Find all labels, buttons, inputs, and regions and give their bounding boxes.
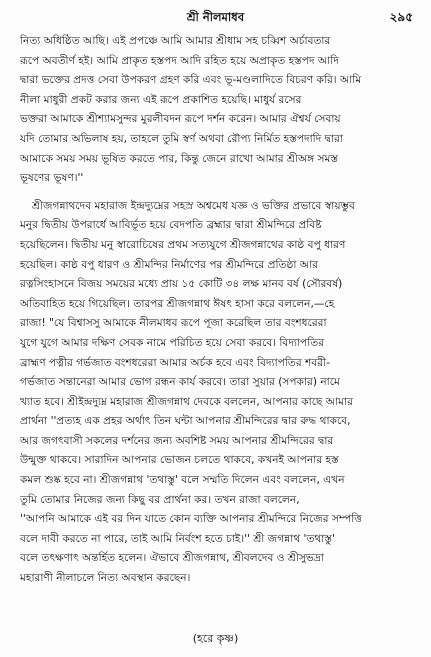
text-line: যুগে যুগে আমার দক্ষিণ সেবক নামে পরিচিত হয়ে সেবা করবে। বিদ্যাপতির (20, 336, 325, 349)
text-line: অতিবাহিত হয়ে গিয়েছিল। তারপর শ্রীজগন্নাথ ঈষৎ হাসা করে বললেন,—হে (20, 297, 335, 310)
text-line: আর জগৎবাসী সকলের দর্শনের জন্য অবশিষ্ট সময় আপনার শ্রীমন্দিরের দ্বার (20, 434, 334, 447)
text-line: রাজা! "যে বিশ্বাসসু আমাকে নীলমাধব রূপে পূজা করেছিল তার বংশধরেরা (20, 317, 327, 330)
text-line: দ্বারা ভক্তের প্রদত্ত সেবা উপকরণ গ্রহণ করি এবং ভূ-মণ্ডলাদিতে বিচরণ করি। আমি (20, 74, 362, 87)
text-line: হয়েছিলেন। দ্বিতীয় মনু স্বারোচিষের প্রথম সত্যযুগে শ্রীজগন্নাথের কাষ্ঠ বপু ধারণ (20, 238, 346, 251)
text-line: মহারাণী নীলাচলে নিত্য অবস্থান করছেন। (20, 572, 191, 585)
text-line: খ্যাত হবে। শ্রীইন্দ্রদ্যুম্ন মহারাজ শ্রীজগন্নাথ দেবকে বললেন, আপনার কাছে আমার (20, 395, 353, 408)
text-line: রত্নসিংহাসনে বিজয় সময়ের মধ্যে প্রায় ১৫ কোটি ৩৪ লক্ষ মানব বর্ষ (সৌরবর্ষ) (20, 278, 343, 291)
text-line: শ্রীজগন্নাথদেব মহারাজ ইন্দ্রদ্যুম্নের সহস্র অশ্বমেধ যজ্ঞ ও ভক্তির প্রভাবে স্বায়ম্ভুব (32, 199, 355, 212)
text-line: বলে দাবী করতে না পারে, তাই আমি নির্বংশ হতে চাই।'' শ্রী জগন্নাথ 'তথাস্তু' (20, 532, 335, 545)
text-line: ব্রাহ্মণ পত্নীর গর্ভজাত বংশধরেরা আমার অর্চক হবে এবং বিদ্যাপতির শবরী- (20, 356, 330, 369)
paragraph-2 (20, 197, 412, 589)
text-line: প্রার্থনা ''প্রত্যহ এক প্রহর অর্থাৎ তিন ঘন্টা আপনার শ্রীমন্দিরের দ্বার রুদ্ধ থাকবে, (20, 415, 351, 428)
page-footer: (হরে কৃষ্ণ) (192, 632, 239, 645)
text-line: নিত্য অধিষ্ঠিত আছি। এই প্রপঞ্চে আমি আমার শ্রীধাম সহ চব্বিশ অর্চাবতার (20, 35, 331, 47)
text-line: গর্ভজাত সন্তানেরা আমার ভোগ রন্ধন কার্য করবে। তারা সুয়ার (সপকার) নামে (20, 376, 340, 389)
paragraph-1 (20, 32, 412, 189)
text-line: আমাকে সময় সময় ভূষিত করতে পার, কিন্তু জেনে রাখো আমার শ্রীঅঙ্গ সমস্ত (20, 152, 339, 165)
text-line: মনুর দ্বিতীয় উপরার্ধে আবির্ভূত হয়ে বেদপতি ব্রহ্মার দ্বারা শ্রীমন্দিরে প্রবিষ্ট (20, 219, 322, 232)
text-line: কমল শুষ্ক হবে না। শ্রীজগন্নাথ 'তথাস্তু' বলে সম্মতি দিলেন এবং বললেন, এখন (20, 474, 345, 487)
running-head-title: শ্রী নীলমাধব (186, 10, 245, 24)
text-line: উন্মুক্ত থাকবে। সারাদিন আপনার ভোজন চলতে থাকবে, কখনই আপনার হস্ত (20, 454, 339, 467)
text-line: যদি তোমার অভিলাষ হয়, তাহলে তুমি স্বর্ণ অথবা রৌপ্য নির্মিত হস্তপদাদি দ্বারা (20, 132, 343, 145)
text-line: ''আপনি আমাকে এই বর দিন যাতে কোন ব্যক্তি আপনার শ্রীমন্দিরে নিজের সম্পত্তি (20, 513, 362, 526)
text-line: তুমি তোমার নিজের জন্য কিছু বর প্রার্থনা কর। তখন রাজা বললেন, (20, 493, 300, 506)
text-line: বলে তৎক্ষণাৎ অন্তর্হিত হলেন। ঐভাবে শ্রীজগন্নাথ, শ্রীবলদেব ও শ্রীসুভদ্রা (20, 552, 324, 565)
paragraph-gap (20, 189, 412, 197)
text-line: নীলা মাধুরী প্রকট করার জন্য এই রূপে প্রকাশিত হয়েছি। মাধুর্য রসের (20, 93, 302, 106)
text-line: হয়েছিল। কাষ্ঠ বপু ধারণ ও শ্রীমন্দির নির্মাণের পর শ্রীমন্দিরে প্রতিষ্ঠা আর (20, 258, 319, 271)
running-head (0, 8, 431, 26)
page-number: ২৯৫ (389, 10, 413, 24)
text-line: ভক্তরা আমাকে শ্রীশ্যামসুন্দর মুরলীবদন রূপে দর্শন করেন। আমার ঐশ্বর্য সেবায় (20, 113, 341, 126)
text-line: রূপে অবতীর্ণ হই। আমি প্রাকৃত হস্তপদ আদি রহিত হয়ে অপ্রাকৃত হস্তপদ আদি (20, 54, 339, 67)
text-line: ভূষণের ভূষণ।'' (20, 172, 84, 185)
body-text (20, 32, 412, 589)
